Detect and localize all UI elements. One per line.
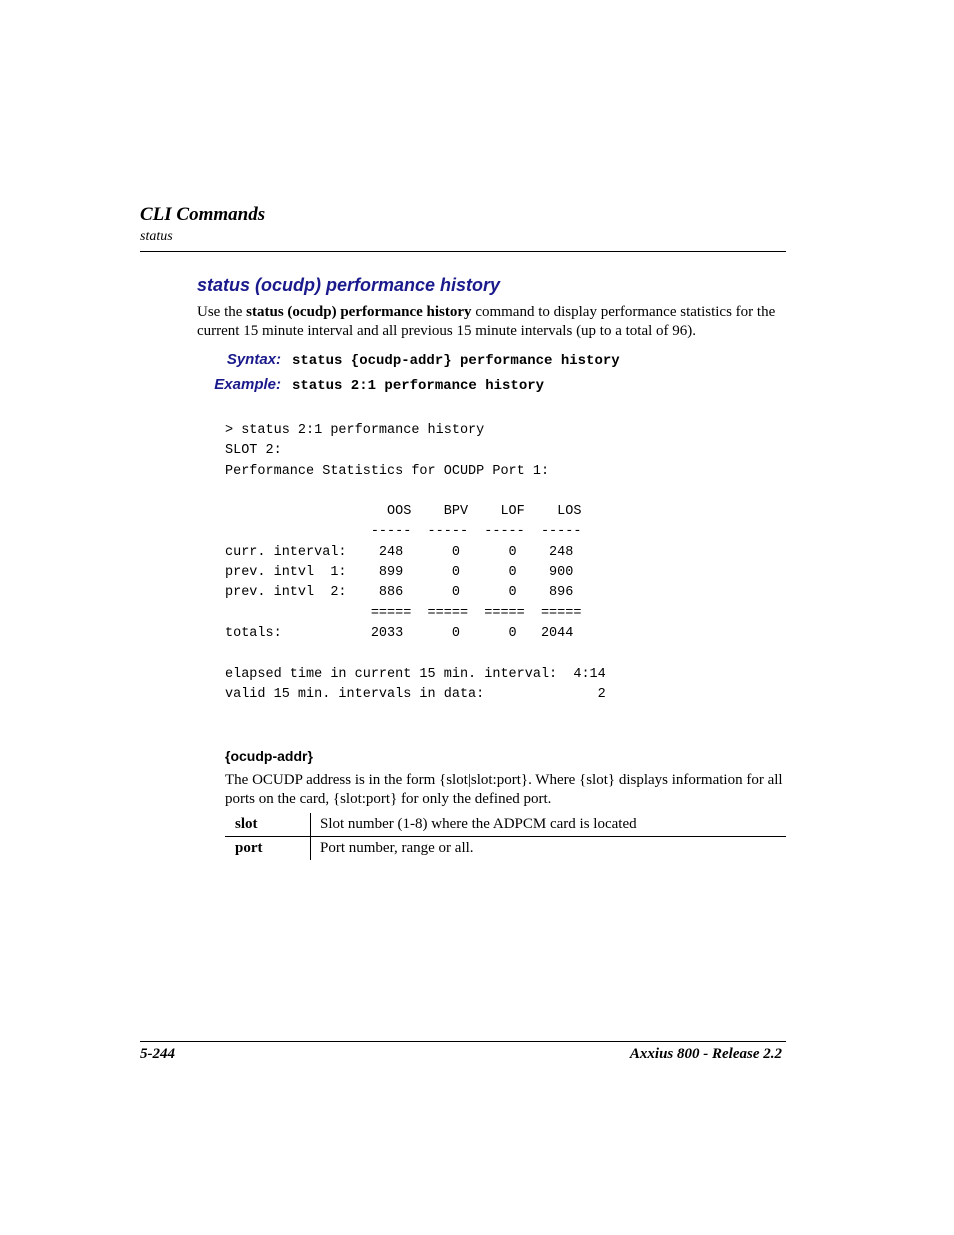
running-header-subtitle: status — [140, 229, 173, 244]
document-title: Axxius 800 - Release 2.2 — [629, 1046, 782, 1062]
page-number: 5-244 — [140, 1046, 175, 1062]
output-line: ----- ----- ----- ----- — [225, 524, 582, 540]
param-heading: {ocudp-addr} — [225, 748, 313, 764]
header-rule — [140, 251, 786, 252]
intro-prefix: Use the — [197, 304, 247, 320]
output-line: OOS BPV LOF LOS — [225, 504, 582, 520]
param-row-slot — [225, 813, 786, 837]
output-line: elapsed time in current 15 min. interval: 4:14 — [225, 666, 606, 682]
output-line: curr. interval: 248 0 0 248 — [225, 544, 574, 560]
param-desc: Slot number (1-8) where the ADPCM card is located — [320, 816, 637, 832]
param-description: The OCUDP address is in the form {slot|slot:port}. Where {slot} displays information for all ports on the card, {slot:port} for only the defined port. — [225, 772, 783, 807]
param-name: slot — [225, 813, 311, 836]
intro-suffix: command to display performance statistics for the current 15 minute interval and all previous 15 minute intervals (up to a total of 96). — [197, 304, 776, 339]
param-desc: Port number, range or all. — [320, 840, 474, 856]
syntax-command: status {ocudp-addr} performance history — [292, 353, 620, 369]
output-line: > status 2:1 performance history — [225, 423, 485, 438]
output-line: prev. intvl 1: 899 0 0 900 — [225, 565, 574, 581]
syntax-label: Syntax: — [226, 351, 281, 368]
output-line: ===== ===== ===== ===== — [225, 605, 582, 621]
param-name: port — [225, 837, 311, 860]
intro-paragraph — [197, 303, 787, 341]
output-line: Performance Statistics for OCUDP Port 1: — [225, 463, 550, 479]
example-command: status 2:1 performance history — [292, 378, 545, 394]
param-row-port — [225, 837, 786, 860]
cli-output-block — [225, 421, 606, 705]
running-header-title: CLI Commands — [140, 204, 266, 225]
output-line: SLOT 2: — [225, 443, 282, 459]
output-line: prev. intvl 2: 886 0 0 896 — [225, 585, 574, 601]
example-label: Example: — [214, 376, 281, 393]
section-title: status (ocudp) performance history — [197, 275, 501, 295]
param-table — [225, 813, 786, 860]
intro-command: status (ocudp) performance history — [246, 304, 472, 320]
output-line: valid 15 min. intervals in data: 2 — [225, 686, 606, 702]
output-line: totals: 2033 0 0 2044 — [225, 625, 574, 641]
footer-rule — [140, 1041, 786, 1042]
